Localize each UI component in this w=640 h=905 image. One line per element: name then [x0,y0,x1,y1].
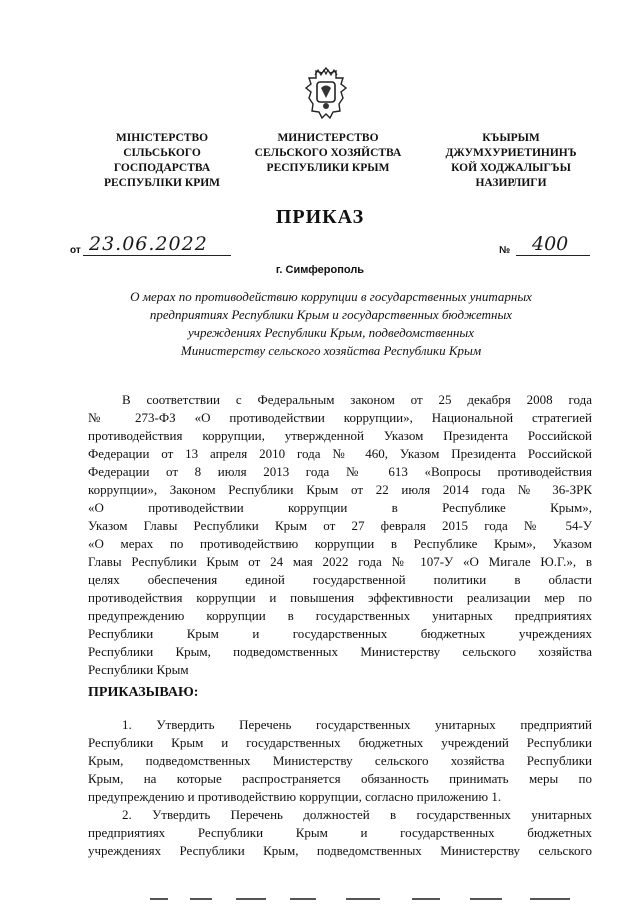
preamble-line: № 273-ФЗ «О противодействии коррупции», Национальной стратегией [88,410,592,425]
preamble-line: целях обеспечения единой государственной политики в области [88,572,592,587]
preamble-line: предупреждению коррупции в государственных унитарных предприятиях [88,608,592,623]
preamble-line: противодействия коррупции и повышения эффективности реализации мер по [88,590,592,605]
number-field [516,235,590,256]
item-line: учреждениях Республики Крым, подведомственных Министерству сельского [88,843,592,858]
item-line: Республики Крым и государственных бюджетных учреждений Республики [88,735,592,750]
date-number-line [70,232,590,260]
item-line: Крым, подведомственных Министерству сельского хозяйства Республики [88,753,592,768]
ministry-ru-line: СЕЛЬСКОГО ХОЗЯЙСТВА [254,147,402,159]
ministry-ct-line: КЪЫРЫМ [482,132,540,144]
preamble-line: коррупции», Законом Республики Крым от 22 июля 2014 года № 36-ЗРК [88,482,592,497]
preamble-line: «О мерах по противодействию коррупции в Республике Крым», Указом [88,536,592,551]
preamble-line: «О противодействии коррупции в Республике Крым», [88,500,592,515]
subject-line: О мерах по противодействию коррупции в государственных унитарных [130,289,532,304]
order-word: ПРИКАЗЫВАЮ: [88,685,199,700]
subject-line: Министерству сельского хозяйства Республики Крым [180,343,482,358]
ministries-header [0,131,640,197]
ministry-ua-line: МІНІСТЕРСТВО [115,132,209,144]
item-line: предприятиях Республики Крым и государственных бюджетных [88,825,592,840]
preamble-paragraph [88,391,592,679]
preamble-line: Указом Главы Республики Крым от 27 февраля 2015 года № 54-У [88,518,592,533]
preamble-line: Федерации от 8 июля 2013 года № 613 «Вопросы противодействия [88,464,592,479]
ministry-name-crimean-tatar [426,131,596,191]
ministry-name-russian [239,131,417,176]
preamble-line: Республики Крым, подведомственных Министерству сельского хозяйства [88,644,592,659]
preamble-line: противодействия коррупции, утвержденной Указом Президента Российской [88,428,592,443]
ministry-ru-line: МИНИСТЕРСТВО [277,132,379,144]
ministry-ct-line: ДЖУМХУРИЕТИНИНЪ [445,147,577,159]
date-prefix: от [70,245,81,256]
item-line: Крым, на которые распространяется обязанность принимать меры по [88,771,592,786]
preamble-line: Республики Крым [88,662,189,677]
handwritten-number: 400 [532,233,569,255]
ministry-ua-line: РЕСПУБЛІКИ КРИМ [103,177,221,189]
subject-line: предприятиях Республики Крым и государственных бюджетных [149,307,513,322]
date-field [83,235,231,256]
ministry-ct-line: НАЗИРЛИГИ [475,177,547,189]
subject-line: учреждениях Республики Крым, подведомственных [188,325,474,340]
crimea-coat-of-arms-emblem [303,66,349,120]
scan-edge-marks [150,898,590,902]
preamble-line: Республики Крым и государственных бюджетных учреждениях [88,626,592,641]
number-prefix: № [499,245,511,256]
ministry-ua-line: СІЛЬСЬКОГО [123,147,201,159]
ministry-ru-line: РЕСПУБЛИКИ КРЫМ [266,162,390,174]
item-line: 2. Утвердить Перечень должностей в государственных унитарных [122,807,592,822]
preamble-line: Федерации от 13 апреля 2010 года № 460, Указом Президента Российской [88,446,592,461]
ministry-name-ukrainian [88,131,236,191]
preamble-line: В соответствии с Федеральным законом от 25 декабря 2008 года [122,392,592,407]
document-title: ПРИКАЗ [275,206,365,228]
city-line: г. Симферополь [275,264,365,276]
preamble-line: Главы Республики Крым от 24 мая 2022 года № 107-У «О Мигале Ю.Г.», в [88,554,592,569]
ministry-ct-line: КОЙ ХОДЖАЛЫГЪЫ [451,162,571,174]
item-line: 1. Утвердить Перечень государственных унитарных предприятий [122,717,592,732]
order-subject [92,288,570,360]
order-items [88,716,592,860]
handwritten-date: 23.06.2022 [89,233,208,255]
ministry-ua-line: ГОСПОДАРСТВА [113,162,211,174]
item-line: предупреждению и противодействию коррупции, согласно приложению 1. [88,789,502,804]
